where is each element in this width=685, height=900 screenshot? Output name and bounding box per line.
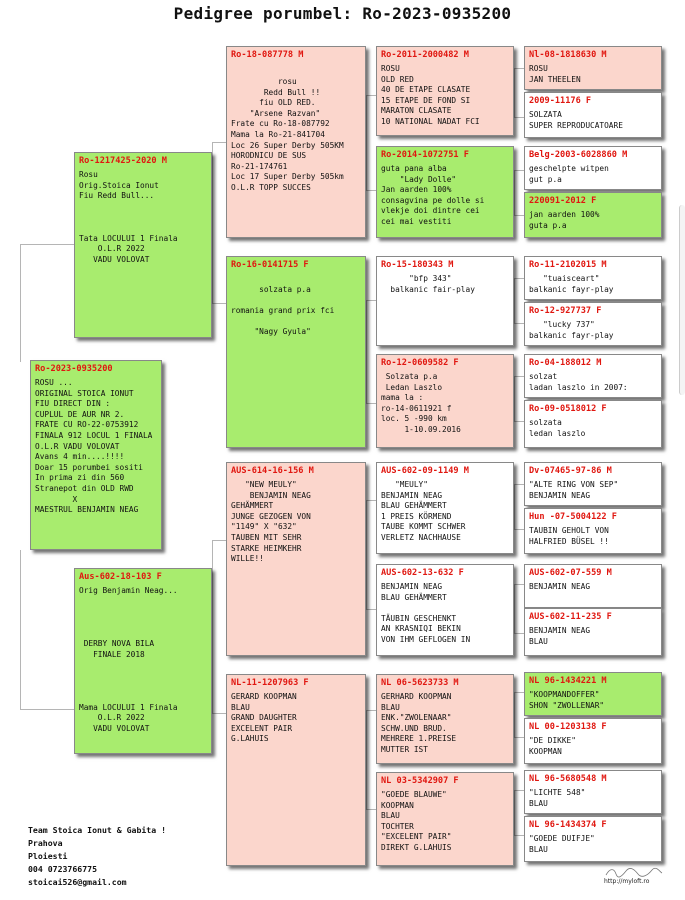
connector-line <box>514 484 524 530</box>
card-notes: solzat ladan laszlo in 2007: <box>529 372 628 392</box>
ring-number: AUS-614-16-156 M <box>231 466 314 476</box>
great-grandparent-card <box>376 146 514 238</box>
ring-number: Ro-2011-2000482 M <box>381 50 469 60</box>
connector-line <box>366 300 376 404</box>
ring-number: Ro-1217425-2020 M <box>79 156 167 166</box>
card-notes: "KOOPMANDOFFER" SHON "ZWOLLENAR" <box>529 690 605 710</box>
card-notes: "DE DIKKE" KOOPMAN <box>529 736 576 756</box>
card-notes: "lucky 737" balkanic fayr-play <box>529 320 614 340</box>
connector-line <box>514 278 524 324</box>
card-notes: SOLZATA SUPER REPRODUCATOARE <box>529 110 623 130</box>
ring-number: 220091-2012 F <box>529 196 597 206</box>
contact-city: Ploiesti <box>28 851 68 861</box>
card-notes: rosu Redd Bull !! fiu OLD RED. "Arsene Razvan" Frate cu Ro-18-087792 Mama la Ro-21-841704 Loc 26 Super Derby 505KM HORODNICU DE SUS Ro-21-174761 Loc 17 Super Derby 505km O.L.R TOPP SUCCES <box>231 77 344 192</box>
card-notes: "LICHTE 548" BLAU <box>529 788 586 808</box>
ring-number: AUS-602-13-632 F <box>381 568 464 578</box>
card-notes: jan aarden 100% guta p.a <box>529 210 600 230</box>
ring-number: Ro-11-2102015 M <box>529 260 607 270</box>
ring-number: NL-11-1207963 F <box>231 678 309 688</box>
ancestor-card <box>524 564 662 608</box>
grandparent-card <box>226 256 366 448</box>
connector-line <box>20 550 74 710</box>
grandparent-card <box>226 46 366 238</box>
ancestor-card <box>524 816 662 862</box>
great-grandparent-card <box>376 772 514 866</box>
contact-team: Team Stoica Ionut & Gabita ! <box>28 825 167 835</box>
ring-number: Ro-09-0518012 F <box>529 404 607 414</box>
ring-number: Ro-16-0141715 F <box>231 260 309 270</box>
ancestor-card <box>524 718 662 764</box>
card-notes: "MEULY" BENJAMIN NEAG BLAU GEHÄMMERT 1 PREIS KÖRMEND TAUBE KOMMT SCHWER VERLETZ NACHHAUSE <box>381 480 466 542</box>
card-notes: ROSU OLD RED 40 DE ETAPE CLASATE 15 ETAPE DE FOND SI MARATON CLASATE 10 NATIONAL NADAT FCI <box>381 64 480 126</box>
ancestor-card <box>524 302 662 346</box>
ancestor-card <box>524 672 662 716</box>
contact-phone: 004 0723766775 <box>28 864 98 874</box>
ring-number: NL 96-5680548 M <box>529 774 607 784</box>
card-notes: solzata p.a romania grand prix fci "Nagy Gyula" <box>231 284 335 336</box>
connector-line <box>212 142 226 304</box>
ring-number: Ro-12-0609582 F <box>381 358 459 368</box>
card-notes: "bfp 343" balkanic fair-play <box>390 274 475 294</box>
connector-line <box>514 790 524 836</box>
card-notes: "NEW MEULY" BENJAMIN NEAG GEHÄMMERT JUNGE GEZOGEN VON "1149" X "632" TAUBEN MIT SEHR STARKE HEIMKEHR WILLE!! <box>231 480 311 564</box>
great-grandparent-card <box>376 354 514 448</box>
connector-line <box>514 68 524 118</box>
great-grandparent-card <box>376 256 514 346</box>
card-notes: geschelpte witpen gut p.a <box>529 164 609 184</box>
card-notes: BENJAMIN NEAG BLAU GEHÄMMERT TÄUBIN GESCHENKT AN KRASNIQI BEKIN VON IHM GEFLOGEN IN <box>381 582 471 644</box>
card-notes: "tuaisceart" balkanic fayr-play <box>529 274 614 294</box>
ancestor-card <box>524 354 662 398</box>
ancestor-card <box>524 608 662 656</box>
ring-number: NL 00-1203138 F <box>529 722 607 732</box>
card-notes: GERARD KOOPMAN BLAU GRAND DAUGHTER EXCELENT PAIR G.LAHUIS <box>231 692 297 744</box>
connector-line <box>366 710 376 810</box>
signature <box>604 866 664 885</box>
card-notes: BENJAMIN NEAG BLAU <box>529 626 591 646</box>
dam-card <box>74 568 212 754</box>
great-grandparent-card <box>376 674 514 764</box>
card-notes: Rosu Orig.Stoica Ionut Fiu Redd Bull... Tata LOCULUI 1 Finala O.L.R 2022 VADU VOLOVAT <box>79 170 178 264</box>
ancestor-card <box>524 192 662 238</box>
grandparent-card <box>226 674 366 866</box>
scrollbar[interactable] <box>679 205 685 395</box>
ancestor-card <box>524 92 662 138</box>
ring-number: NL 06-5623733 M <box>381 678 459 688</box>
breeder-contact <box>28 824 166 889</box>
card-notes: Solzata p.a Ledan Laszlo mama la : ro-14-0611921 f loc. 5 -990 km 1-10.09.2016 <box>381 372 461 434</box>
card-notes: guta pana alba "Lady Dolle" Jan aarden 100% consagvina pe dolle si vlekje doi dintre cei cei mai vestiti <box>381 164 485 226</box>
card-notes: "GOEDE BLAUWE" KOOPMAN BLAU TOCHTER "EXCELENT PAIR" DIREKT G.LAHUIS <box>381 790 452 852</box>
ring-number: NL 96-1434374 F <box>529 820 607 830</box>
ancestor-card <box>524 46 662 90</box>
page-title: Pedigree porumbel: Ro-2023-0935200 <box>173 4 512 23</box>
connector-line <box>366 500 376 610</box>
card-notes: GERHARD KOOPMAN BLAU ENK."ZWOLENAAR" SCHW.UND BRUD. MEHRERE 1.PREISE MUTTER IST <box>381 692 457 754</box>
ring-number: AUS-602-09-1149 M <box>381 466 469 476</box>
ring-number: Belg-2003-6028860 M <box>529 150 628 160</box>
contact-county: Prahova <box>28 838 63 848</box>
card-notes: TAUBIN GEHOLT VON HALFRIED BÜSEL !! <box>529 526 609 546</box>
card-notes: ROSU ... ORIGINAL STOICA IONUT FIU DIRECT DIN : CUPLUL DE AUR NR 2. FRATE CU RO-22-0753912 FINALA 912 LOCUL 1 FINALA O.L.R VADU VOLOVAT Avans 4 min....!!!! Doar 15 porumbei sositi In prima zi din 560 Stranepot din OLD RWD X MAESTRUL BENJAMIN NEAG <box>35 378 153 515</box>
connector-line <box>212 540 226 714</box>
ring-number: Hun -07-5004122 F <box>529 512 617 522</box>
ring-number: AUS-602-11-235 F <box>529 612 612 622</box>
card-notes: "GOEDE DUIFJE" BLAU <box>529 834 595 854</box>
ring-number: Ro-12-927737 F <box>529 306 602 316</box>
ring-number: 2009-11176 F <box>529 96 592 106</box>
ring-number: NL 96-1434221 M <box>529 676 607 686</box>
ancestor-card <box>524 770 662 814</box>
card-notes: BENJAMIN NEAG <box>529 582 591 591</box>
ancestor-card <box>524 400 662 448</box>
ring-number: Dv-07465-97-86 M <box>529 466 612 476</box>
connector-line <box>514 584 524 634</box>
card-notes: ROSU JAN THEELEN <box>529 64 581 84</box>
ring-number: Ro-04-188012 M <box>529 358 602 368</box>
great-grandparent-card <box>376 564 514 656</box>
signature-scrawl-icon <box>604 866 664 878</box>
ancestor-card <box>524 146 662 190</box>
great-grandparent-card <box>376 462 514 554</box>
ancestor-card <box>524 462 662 506</box>
ring-number: Nl-08-1818630 M <box>529 50 607 60</box>
ancestor-card <box>524 256 662 300</box>
ring-number: Ro-18-087778 M <box>231 50 304 60</box>
sire-card <box>74 152 212 338</box>
connector-line <box>514 376 524 422</box>
great-grandparent-card <box>376 46 514 136</box>
card-notes: Orig Benjamin Neag... DERBY NOVA BILA FINALE 2018 Mama LOCULUI 1 Finala O.L.R 2022 VADU VOLOVAT <box>79 586 178 733</box>
subject-card <box>30 360 162 550</box>
connector-line <box>20 244 74 362</box>
ring-number: Aus-602-18-103 F <box>79 572 162 582</box>
contact-email[interactable]: stoicai526@gmail.com <box>28 877 127 887</box>
connector-line <box>514 692 524 738</box>
card-notes: solzata ledan laszlo <box>529 418 586 438</box>
website-link[interactable]: http://myloft.ro <box>604 878 650 885</box>
connector-line <box>366 95 376 191</box>
ring-number: Ro-2023-0935200 <box>35 364 113 374</box>
card-notes: "ALTE RING VON SEP" BENJAMIN NEAG <box>529 480 619 500</box>
ring-number: NL 03-5342907 F <box>381 776 459 786</box>
ring-number: AUS-602-07-559 M <box>529 568 612 578</box>
connector-line <box>514 170 524 216</box>
ancestor-card <box>524 508 662 554</box>
ring-number: Ro-15-180343 M <box>381 260 454 270</box>
ring-number: Ro-2014-1072751 F <box>381 150 469 160</box>
grandparent-card <box>226 462 366 656</box>
